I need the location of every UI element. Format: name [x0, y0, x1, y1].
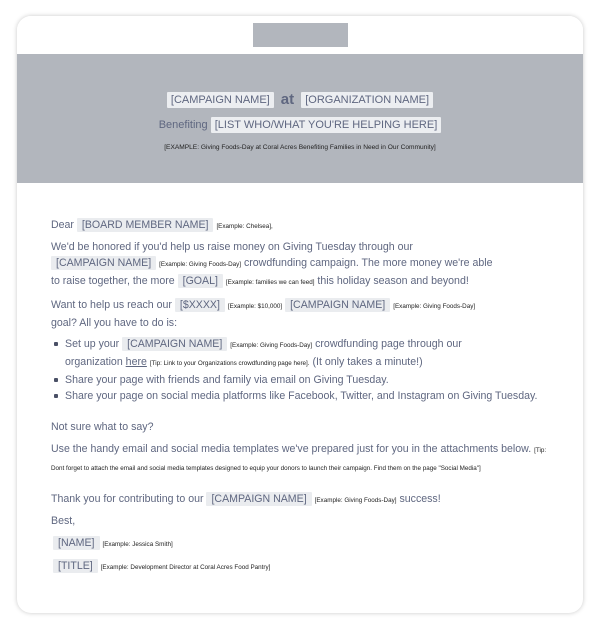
templates-tip: [Tip: Dont forget to attach the email and social media templates designed to equip your donors to launch their campaign. Find them on the page "Social Media"]: [51, 447, 547, 472]
step1-text-3: organization: [65, 356, 123, 368]
campaign-name-placeholder: [CAMPAIGN NAME]: [285, 298, 390, 312]
signature-title: [53, 558, 558, 576]
step2-text: Share your page with friends and family via email on Giving Tuesday.: [65, 374, 389, 386]
campaign-name-placeholder: [CAMPAIGN NAME]: [51, 256, 156, 270]
organization-name-placeholder: [ORGANIZATION NAME]: [301, 92, 433, 108]
paragraph-thanks: [51, 491, 556, 509]
amount-example: [Example: $10,000]: [227, 303, 283, 310]
campaign-name-placeholder: [CAMPAIGN NAME]: [122, 337, 227, 351]
list-item: [53, 388, 558, 404]
campaign-name-placeholder: [CAMPAIGN NAME]: [167, 92, 274, 108]
paragraph-question: Not sure what to say?: [51, 421, 154, 433]
thanks-text-1: Thank you for contributing to our: [51, 493, 204, 505]
banner-benefiting-line: [17, 117, 583, 133]
intro-text-3: to raise together, the more: [51, 275, 175, 287]
amount-placeholder: [$XXXX]: [175, 298, 225, 312]
campaign-example: [Example: Giving Foods-Day]: [314, 497, 397, 504]
intro-text-1: We'd be honored if you'd help us raise money on Giving Tuesday through our: [51, 241, 413, 253]
paragraph-goal: [51, 297, 556, 331]
campaign-example: [Example: Giving Foods-Day]: [159, 261, 242, 268]
benefiting-label: Benefiting: [158, 119, 208, 131]
header-strip: [17, 16, 583, 54]
board-member-example: [Example: Chelsea],: [216, 223, 273, 230]
step1-text-4: (It only takes a minute!): [312, 356, 423, 368]
campaign-name-placeholder: [CAMPAIGN NAME]: [206, 492, 311, 506]
title-example: [Example: Development Director at Coral Acres Food Pantry]: [100, 564, 271, 571]
name-placeholder: [NAME]: [53, 536, 100, 550]
board-member-placeholder: [BOARD MEMBER NAME]: [77, 218, 214, 232]
intro-text-4: this holiday season and beyond!: [317, 275, 469, 287]
templates-text: Use the handy email and social media templates we've prepared just for you in the attachments below.: [51, 443, 532, 455]
logo-placeholder: [253, 23, 348, 47]
dear-text: Dear: [51, 219, 74, 231]
banner-example: [EXAMPLE: Giving Foods-Day at Coral Acres Benefiting Families in Need in Our Community]: [164, 144, 436, 151]
thanks-text-2: success!: [399, 493, 441, 505]
name-example: [Example: Jessica Smith]: [102, 541, 173, 548]
goal-example: [Example: families we can feed]: [225, 279, 315, 286]
steps-list: [53, 336, 558, 404]
email-template-card: [17, 16, 583, 613]
banner-title-line: [17, 91, 583, 108]
step1-text-1: Set up your: [65, 338, 120, 350]
campaign-example: [Example: Giving Foods-Day]: [393, 303, 476, 310]
goal-text-1: Want to help us reach our: [51, 299, 172, 311]
link-tip: [Tip: Link to your Organizations crowdfunding page here].: [149, 360, 310, 367]
paragraph-templates: [51, 441, 556, 477]
crowdfunding-page-link[interactable]: here: [125, 356, 147, 368]
salutation: [51, 217, 556, 235]
campaign-banner: [17, 54, 583, 183]
goal-text-2: goal? All you have to do is:: [51, 317, 178, 329]
step3-text: Share your page on social media platforms like Facebook, Twitter, and Instagram on Giving Tuesday.: [65, 390, 538, 402]
beneficiary-placeholder: [LIST WHO/WHAT YOU'RE HELPING HERE]: [211, 117, 442, 133]
intro-text-2: crowdfunding campaign. The more money we're able: [243, 257, 493, 269]
signature-name: [53, 535, 558, 553]
paragraph-intro: [51, 239, 556, 291]
list-item: [53, 336, 558, 372]
goal-placeholder: [GOAL]: [178, 274, 223, 288]
campaign-example: [Example: Giving Foods-Day]: [230, 342, 313, 349]
list-item: [53, 372, 558, 388]
step1-text-2: crowdfunding page through our: [315, 338, 462, 350]
title-placeholder: [TITLE]: [53, 559, 98, 573]
closing: Best,: [51, 515, 76, 527]
at-connector: at: [280, 91, 295, 108]
